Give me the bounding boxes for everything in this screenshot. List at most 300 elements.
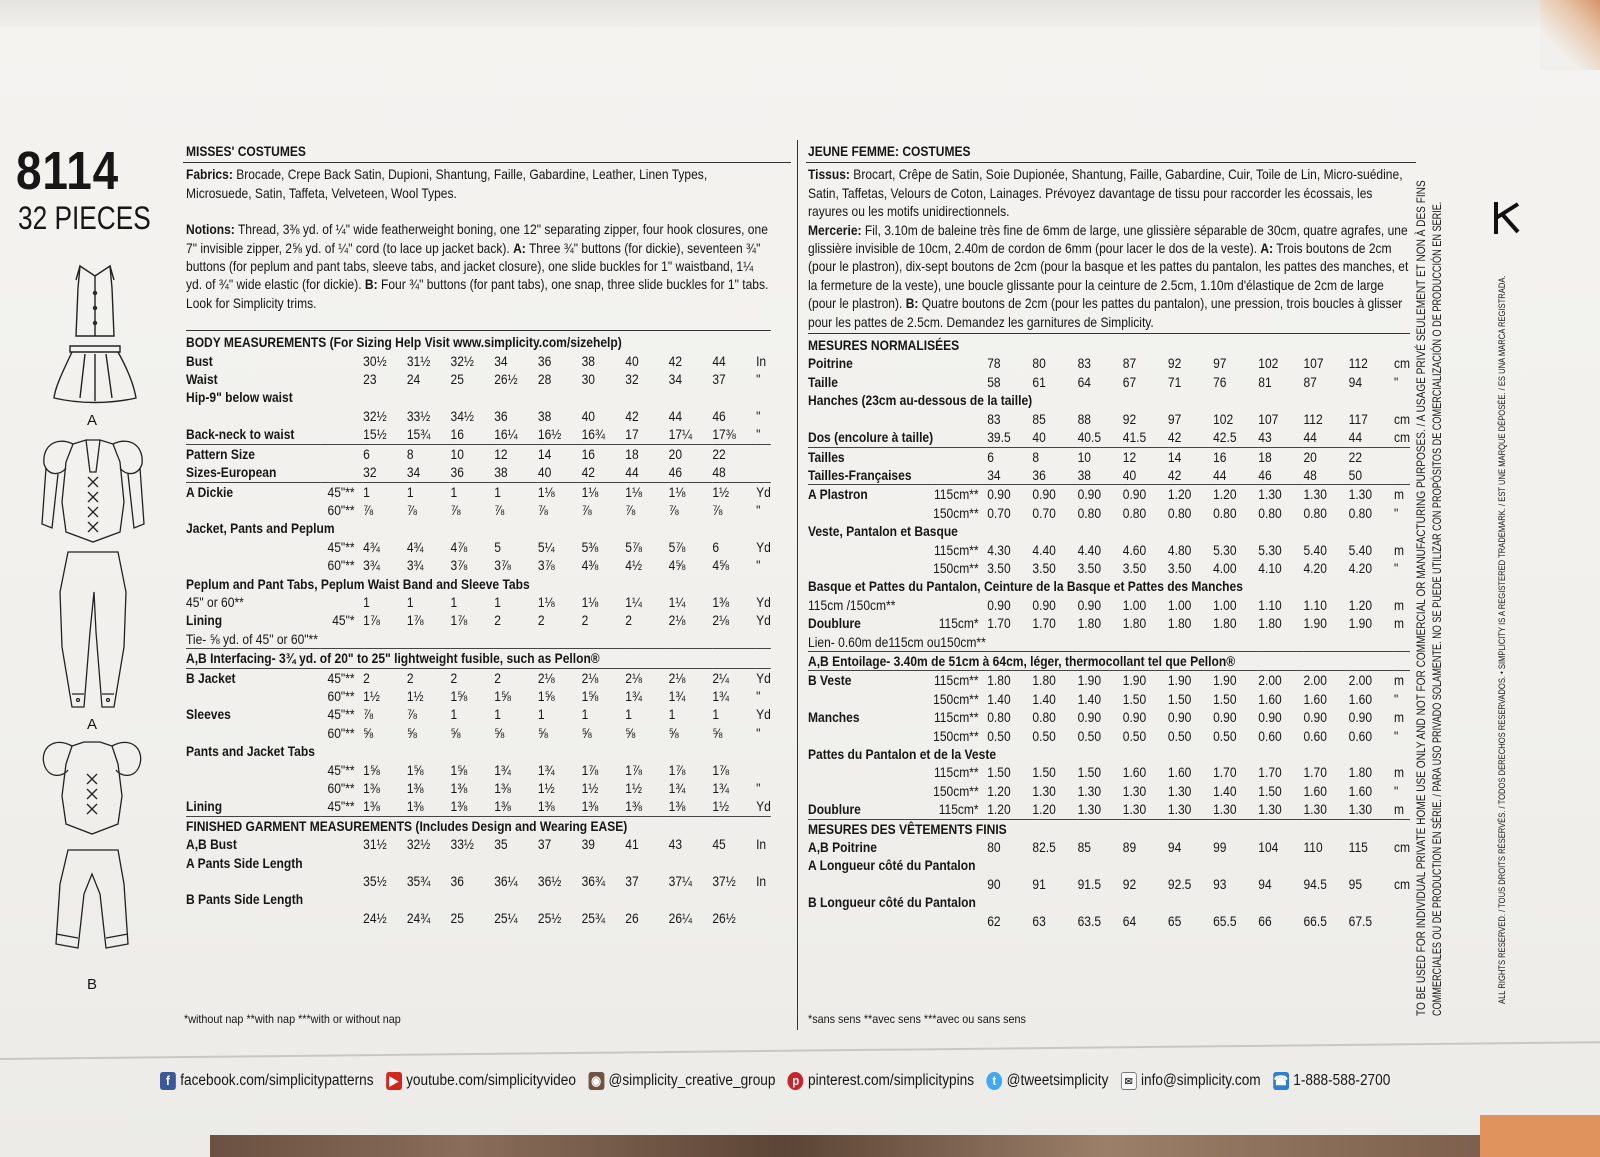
row-fabric-width: 45"** [321,482,364,501]
en-nap-notes: *without nap **with nap ***with or without nap [184,1012,401,1026]
size-value: 48 [1303,466,1317,483]
size-value: 1¾ [494,761,511,778]
size-value: 14 [1168,447,1213,466]
row-label: MESURES DES VÊTEMENTS FINIS [808,819,1410,838]
size-value: 1⅜ [712,593,730,610]
size-value: 1.30 [1213,801,1237,818]
size-value: 64 [1077,373,1091,390]
size-value: 94 [1258,875,1272,892]
unit: m [1393,541,1404,558]
table-row [186,593,771,611]
size-value: 2 [363,668,407,687]
size-value: 1.10 [1303,596,1327,613]
unit: m [1393,709,1404,726]
size-value: 15¾ [406,426,431,443]
row-fabric-width [321,463,364,482]
size-value: 0.90 [987,596,1011,613]
size-value: 4½ [625,557,643,574]
row-label: Doublure [808,801,861,818]
size-value: 1½ [537,780,555,796]
size-value: 4.10 [1258,559,1282,576]
size-value: 1⅛ [581,593,599,610]
pieces-count: 32 PIECES [18,200,151,236]
pinterest-link[interactable]: p pinterest.com/simplicitypins [788,1072,974,1090]
size-value: 1 [363,482,407,501]
size-value: 1 [581,706,589,723]
size-value: 1⅞ [668,761,686,778]
table-row [186,425,771,444]
row-fabric-width [321,835,364,853]
row-label: Tailles [808,447,933,466]
table-row [186,352,771,370]
size-value: 17¼ [668,426,693,443]
row-fabric-width [933,875,987,893]
size-value: 1.80 [1213,615,1237,632]
size-value: ⅝ [712,724,723,741]
row-fabric-width: 150cm** [933,690,979,707]
size-value: 42 [625,407,639,424]
row-label [186,556,321,574]
size-value: 0.50 [1122,727,1147,744]
size-value: 5⅜ [581,538,599,555]
size-value: 1 [450,593,458,610]
size-value: 0.50 [1213,727,1237,744]
row-fabric-width: 115cm* [938,615,979,632]
size-value: 1.50 [1122,690,1147,707]
pattern-number: 8114 [16,141,119,201]
table-row [808,504,1410,522]
instagram-link[interactable]: ◉ @simplicity_creative_group [588,1072,775,1090]
size-value: 1.40 [987,690,1011,707]
size-value: 1¾ [712,687,730,704]
size-value: 2.00 [1349,671,1394,690]
row-fabric-width: 45"* [332,612,355,629]
size-value: 65.5 [1213,912,1237,929]
facebook-link[interactable]: f facebook.com/simplicitypatterns [160,1072,374,1090]
size-value: 104 [1258,839,1279,856]
row-label [808,410,933,428]
size-value: 1.30 [1167,801,1192,818]
row-fabric-width [321,444,364,463]
size-value: 1.30 [1167,782,1192,799]
side-notice-line3: ALL RIGHTS RESERVED. / TOUS DROITS RÉSERVÉS. / TODOS DERECHOS RESERVADOS. • SIMPLICITY IS A REGISTERED TRADEMARK. / EST UNE MARQUE DÉPOSÉE. / ES UNA MARCA REGISTRADA. [1497,275,1508,1004]
row-label: A,B Bust [186,836,237,853]
size-value: 67 [1122,373,1137,390]
view-label-b: B [87,976,98,993]
table-row [186,909,771,927]
table-row [808,875,1410,893]
size-value: 92 [1122,410,1137,427]
table-row [186,463,771,482]
unit: cm [1393,839,1410,856]
row-label: Basque et Pattes du Pantalon, Ceinture de la Basque et Pattes des Manches [808,578,1243,595]
table-row [808,485,1410,504]
en-body-title: BODY MEASUREMENTS (For Sizing Help Visit www.simplicity.com/sizehelp) [186,330,771,351]
size-value: 3¾ [363,557,380,574]
size-value: 0.70 [987,504,1011,521]
size-value: 2 [451,668,495,687]
size-value: 1 [712,706,720,723]
table-row [808,614,1410,632]
email-link[interactable]: ✉ info@simplicity.com [1121,1072,1261,1090]
size-value: 4.20 [1348,559,1373,576]
size-value: 1.30 [1303,485,1348,504]
size-value: 2.00 [1303,671,1348,690]
size-value: 4.80 [1167,541,1192,558]
fr-notions: Mercerie: Fil, 3.10m de baleine très fine de 6mm de large, une glissière séparable de 30cm, quatre agrafes, une glissière invisible de 10cm, 2.40m de cordon de 6mm (pour lacer le dos de la veste). A: Trois boutons de 2cm (pour le plastron), dix-sept boutons de 2cm (pour la basque et les pattes du pantalon, les pattes des manches, et la fermeture de la veste), une boucle glissante pour la ceinture de 2.5cm, 1.10m d'élastique de 2cm de large (pour le plastron). B: Quatre boutons de 2cm (pour les pattes du pantalon), une pression, trois boucles à glisser pour les pattes de 2.5cm. Demandez les garnitures de Simplicity. [808,221,1409,330]
size-value: 92.5 [1167,875,1192,892]
size-value: 2 [625,612,632,629]
size-value: 4⅞ [450,538,468,555]
size-value: 1.50 [1032,764,1056,781]
phone-link[interactable]: ☎ 1-888-588-2700 [1273,1072,1391,1089]
size-value: ⅞ [363,501,374,518]
table-row [808,577,1410,595]
twitter-link[interactable]: t @tweetsimplicity [986,1072,1108,1090]
size-value: 1.80 [1167,615,1192,632]
size-value: 1⅞ [450,612,468,629]
size-value: 1½ [712,798,730,815]
size-value: 41.5 [1122,429,1147,446]
size-value: 1.30 [1348,801,1373,818]
row-label [808,763,933,781]
size-value: 3⅞ [494,557,511,574]
size-value: 40 [537,464,552,481]
size-value: 87 [1303,373,1317,390]
size-value: 1¾ [668,687,686,704]
row-fabric-width: 115cm** [933,485,987,504]
table-row [808,690,1410,708]
size-value: 26 [625,909,639,926]
size-value: 99 [1213,839,1227,856]
row-fabric-width: 45"** [327,538,355,555]
row-label: Veste, Pantalon et Basque [808,523,958,540]
size-value: 1.60 [1258,690,1282,707]
size-value: ⅞ [406,501,417,518]
size-value: 1.60 [1167,764,1192,781]
size-value: 4⅝ [712,557,730,574]
size-value: 38 [581,352,595,369]
size-value: 61 [1032,373,1046,390]
row-label: A,B Interfacing- 3¾ yd. of 20" to 25" lightweight fusible, such as Pellon® [186,649,771,668]
size-value: 2 [581,612,589,629]
size-value: 4.40 [1077,541,1102,558]
size-value: 22 [1349,447,1394,466]
size-value: 34 [406,464,421,481]
row-fabric-width: 45"** [327,798,355,815]
size-value: 42 [1167,466,1182,483]
size-value: 0.80 [1213,504,1237,521]
unit: m [1393,801,1404,818]
size-value: 81 [1258,373,1272,390]
table-row [808,447,1410,466]
size-value: 42 [1167,429,1182,446]
row-fabric-width [933,354,987,372]
size-value: 1.70 [1032,615,1056,632]
size-value: 26½ [494,371,518,388]
size-value: 20 [669,444,713,463]
view-label-a1: A [87,412,98,429]
size-value: 0.80 [1122,504,1147,521]
size-value: 6 [987,447,1032,466]
size-value: 1.20 [1032,801,1056,818]
size-value: 31½ [406,352,431,369]
size-value: 30 [581,371,595,388]
size-value: 1¾ [712,780,730,796]
size-value: 1¾ [668,780,686,796]
table-row [808,671,1410,690]
size-value: 71 [1167,373,1182,390]
size-value: 1¾ [625,687,643,704]
row-label [186,909,321,927]
row-label: Hanches (23cm au-dessous de la taille) [808,392,1033,409]
size-value: 0.90 [1122,709,1147,726]
row-fabric-width: 60"** [327,557,355,574]
footer-social-row [160,1068,1403,1094]
table-row [808,708,1410,726]
size-value: 1.40 [1032,690,1056,707]
size-value: 4⅜ [581,557,599,574]
unit: " [756,557,761,574]
row-label: Sizes-European [186,464,277,481]
unit: m [1394,671,1410,690]
row-label: Manches [808,709,860,726]
row-fabric-width: 115cm** [934,541,979,558]
size-value: 0.80 [1077,504,1102,521]
size-value: 2 [494,612,501,629]
size-value: 0.90 [1123,485,1168,504]
size-value: 1¼ [625,593,643,610]
size-value: 40 [1122,466,1137,483]
size-value: 78 [987,355,1001,372]
size-value: 22 [712,444,756,463]
row-label [186,724,321,742]
size-value: 1 [494,593,501,610]
size-value: 14 [538,444,582,463]
row-fabric-width: 115cm** [933,671,987,690]
unit: " [756,724,761,741]
size-value: 24 [406,371,421,388]
size-value: 25 [450,371,464,388]
size-value: 1½ [712,482,756,501]
row-label: Lining [186,798,223,815]
row-fabric-width: 115cm* [938,801,979,818]
unit: m [1393,596,1404,613]
size-value: 40.5 [1077,429,1102,446]
size-value: 1⅜ [406,798,424,815]
size-value: 4.40 [1032,541,1056,558]
size-value: 36 [494,407,508,424]
size-value: 0.80 [987,709,1011,726]
table-row [186,388,771,406]
size-value: 3⅞ [450,557,468,574]
table-row [808,727,1410,745]
size-value: 0.90 [1077,709,1102,726]
size-value: 20 [1303,447,1348,466]
size-value: 0.90 [1032,485,1077,504]
size-value: 32½ [363,407,387,424]
table-row [186,779,771,797]
size-value: ⅝ [406,724,417,741]
size-value: 5.40 [1303,541,1327,558]
table-row [186,890,771,908]
unit: cm [1393,410,1410,427]
size-value: 112 [1348,355,1368,372]
size-value: 66 [1258,912,1272,929]
size-value: 1.60 [1348,690,1373,707]
row-fabric-width: 150cm** [933,782,979,799]
unit: Yd [756,538,771,555]
size-value: 1.30 [1258,801,1282,818]
size-value: 94.5 [1303,875,1327,892]
size-value: 4¾ [363,538,380,555]
size-value: 1.70 [1303,764,1327,781]
size-value: 91 [1032,875,1046,892]
table-row [186,519,771,537]
table-row [808,373,1410,391]
size-value: 1.50 [1213,690,1237,707]
size-value: 1 [625,706,632,723]
size-value: 3.50 [1122,559,1147,576]
size-value: 1⅝ [450,761,468,778]
row-fabric-width: 45"** [327,761,355,778]
size-value: 2 [494,668,538,687]
row-label [186,761,321,779]
size-value: 1⅛ [537,593,555,610]
size-value: 58 [987,373,1001,390]
table-row [186,407,771,425]
unit: " [1393,504,1399,521]
table-row [186,797,771,816]
size-value: 1.60 [1348,782,1373,799]
size-value: 1⅜ [450,798,468,815]
size-value: 0.90 [1303,709,1327,726]
table-row [186,444,771,463]
table-row [808,428,1410,447]
size-value: 102 [1213,410,1234,427]
size-value: 6 [363,444,407,463]
table-row [186,761,771,779]
size-value: 44 [712,352,726,369]
size-value: ⅝ [450,724,461,741]
row-label: Bust [186,352,213,369]
english-column [186,142,771,927]
size-value: 0.80 [1032,709,1056,726]
row-label: Pants and Jacket Tabs [186,743,315,760]
size-value: ⅝ [581,724,592,741]
table-row [186,370,771,388]
table-row [808,410,1410,428]
table-row [808,633,1410,652]
french-column [808,142,1410,930]
size-value: 31½ [363,836,387,853]
size-value: 44 [1348,429,1363,446]
size-value: 1.30 [1077,801,1102,818]
row-label: B Pants Side Length [186,891,304,908]
row-fabric-width [321,425,364,444]
size-value: 107 [1258,410,1279,427]
youtube-link[interactable]: ▶ youtube.com/simplicityvideo [386,1072,576,1090]
row-label: Back-neck to waist [186,426,295,443]
size-value: 0.60 [1258,727,1282,744]
bottom-right-corner [1480,1115,1600,1157]
row-fabric-width [933,373,987,391]
size-value: 0.90 [1167,709,1192,726]
row-label: Pattern Size [186,444,321,463]
table-row [186,630,771,649]
size-value: 88 [1077,410,1091,427]
email-icon: ✉ [1121,1072,1137,1090]
size-value: 2 [407,668,451,687]
size-value: 36½ [537,873,562,890]
size-value: 83 [987,410,1001,427]
column-divider [797,140,798,1030]
table-row [186,575,771,593]
size-value: ⅞ [712,501,723,518]
size-value: 1.80 [1122,615,1147,632]
unit: Yd [756,483,771,500]
size-value: 115 [1348,839,1368,856]
size-value: 1.90 [1303,615,1327,632]
size-value: 8 [1032,447,1077,466]
size-value: 63 [1032,912,1046,929]
size-value: ⅞ [406,706,417,723]
size-value: 12 [494,444,538,463]
instagram-icon: ◉ [588,1072,604,1090]
row-fabric-width [321,370,364,388]
en-title: MISSES' COSTUMES [186,143,306,159]
size-value: 15½ [363,426,387,443]
side-notice-line2: COMMERCIALES OU DE PRODUCTION EN SÉRIE. / PARA USO PRIVADO SOLAMENTE. NO SE PUEDE UTILIZAR CON PROPÓSITOS DE COMERCIALIZACIÓN O DE PRODUCCIÓN EN SERIE. [1430,201,1444,1016]
sketch-jacket-pants-b [32,734,152,964]
size-value: 90 [987,875,1001,892]
row-label: FINISHED GARMENT MEASUREMENTS (Includes Design and Wearing EASE) [186,816,771,835]
size-value: 89 [1122,839,1137,856]
size-value: 10 [451,444,495,463]
size-value: 2⅛ [669,668,713,687]
row-label [808,875,933,893]
table-row [186,482,771,501]
size-value: 17 [625,426,639,443]
size-value: 1.80 [1077,615,1102,632]
size-value: 5 [494,538,501,555]
row-label [186,538,321,556]
size-value: 5.40 [1348,541,1373,558]
size-value: 2¼ [712,668,756,687]
size-value: 1⅜ [406,780,424,796]
size-value: 42 [668,352,683,369]
row-label: 45" or 60** [186,593,244,610]
fr-body-title: MESURES NORMALISÉES [808,333,1410,354]
size-value: 28 [537,371,552,388]
size-value: 1.20 [1168,485,1213,504]
table-row [808,651,1410,670]
size-value: 2.00 [1258,671,1303,690]
size-value: 25 [450,909,464,926]
row-fabric-width [933,410,987,428]
row-label [808,782,933,800]
size-value: 16¾ [581,426,606,443]
size-value: 0.90 [1032,596,1056,613]
size-value: 5⅞ [668,538,686,555]
size-value: 80 [1032,355,1046,372]
size-value: 1 [406,593,414,610]
row-label: 115cm /150cm** [808,596,896,613]
unit [756,761,771,779]
row-fabric-width: 60"** [327,780,355,796]
size-value: 39 [581,836,595,853]
row-label [808,559,933,577]
